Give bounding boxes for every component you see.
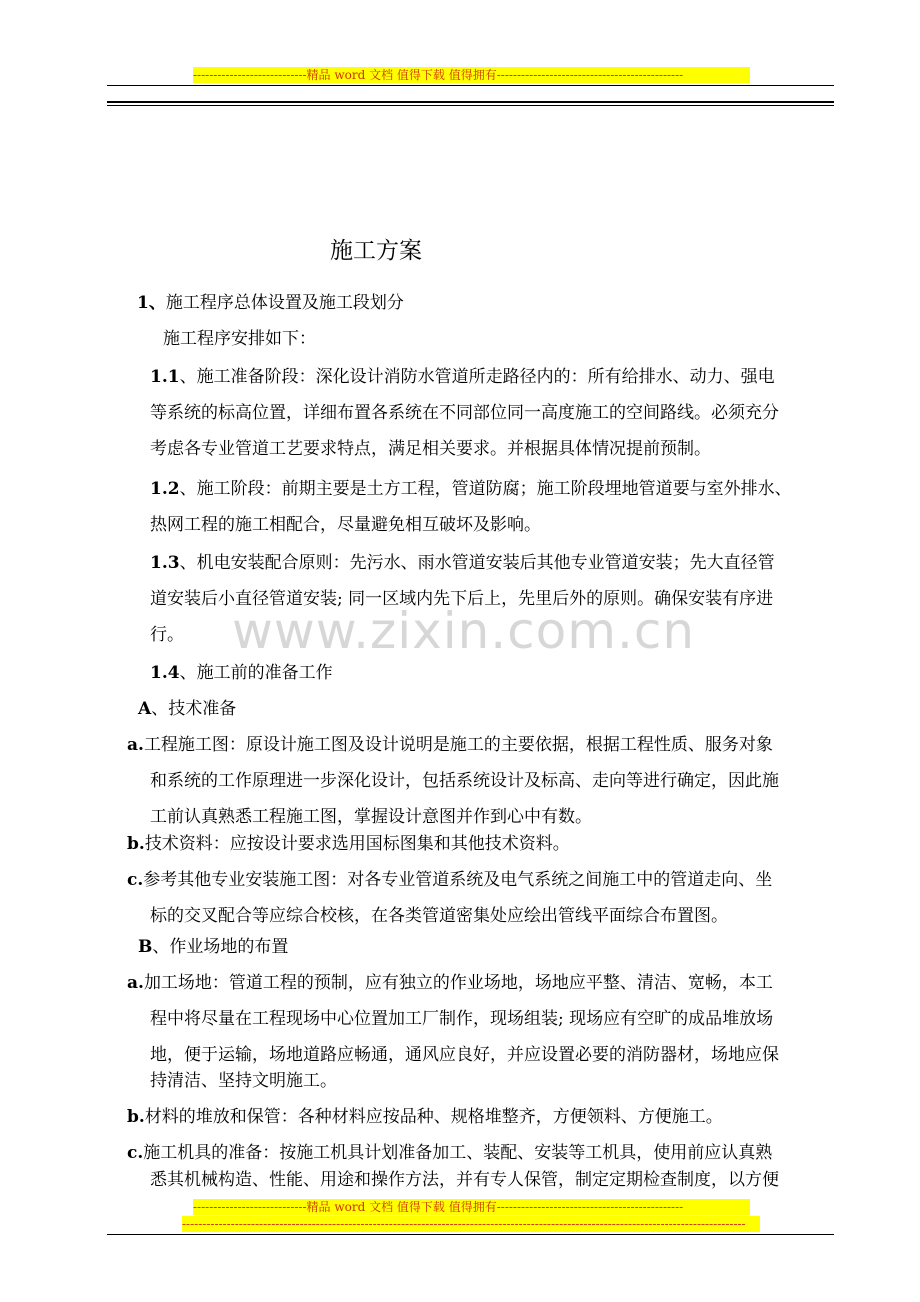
para-1-1-line-1: [150, 365, 775, 389]
document-title: 施工方案: [330, 238, 422, 264]
footer-banner-dashes: -------------------------------------------------------------------------------------------------------------------------------------------: [182, 1216, 760, 1232]
item-a-b-line-1: [127, 832, 570, 856]
item-label: a.: [127, 735, 144, 755]
item-text: 技术资料：应按设计要求选用国标图集和其他技术资料。: [144, 834, 570, 854]
item-label: c.: [127, 870, 144, 890]
item-text: 加工场地：管道工程的预制，应有独立的作业场地，场地应平整、清洁、宽畅，本工: [143, 973, 773, 993]
footer-banner: ----------------------------精品 word 文档 值得下载 值得拥有----------------------------------------------: [193, 1199, 750, 1215]
section-heading-text: 、作业场地的布置: [152, 937, 289, 957]
section-number: 1、: [137, 293, 166, 313]
item-a-c-line-2: 标的交叉配合等应综合校核，在各类管道密集处应绘出管线平面综合布置图。: [150, 906, 728, 926]
para-1-3-line-1: [150, 551, 775, 575]
item-b-a-line-4: 持清洁、坚持文明施工。: [150, 1071, 337, 1091]
header-rule-double-top: [107, 101, 834, 103]
item-text: 工程施工图：原设计施工图及设计说明是施工的主要依据，根据工程性质、服务对象: [143, 735, 773, 755]
item-label: b.: [127, 834, 145, 854]
item-b-a-line-1: [127, 971, 773, 995]
item-label: b.: [127, 1107, 145, 1127]
item-text: 材料的堆放和保管：各种材料应按品种、规格堆整齐，方便领料、方便施工。: [144, 1107, 723, 1127]
item-a-c-line-1: [127, 868, 772, 892]
item-b-a-line-3: 地，便于运输，场地道路应畅通，通风应良好，并应设置必要的消防器材，场地应保: [150, 1045, 779, 1065]
item-a-a-line-3: 工前认真熟悉工程施工图，掌握设计意图并作到心中有数。: [150, 807, 592, 827]
para-text: 、机电安装配合原则：先污水、雨水管道安装后其他专业管道安装；先大直径管: [179, 553, 775, 573]
section-heading-text: 、技术准备: [151, 699, 237, 719]
item-b-c-line-2: 悉其机械构造、性能、用途和操作方法，并有专人保管，制定定期检查制度，以方便: [150, 1170, 779, 1190]
para-1-2-line-1: [150, 477, 792, 501]
para-number: 1.4: [150, 663, 180, 683]
section-letter: B: [138, 937, 153, 957]
section-heading-text: 施工程序总体设置及施工段划分: [165, 293, 404, 313]
para-text: 、施工准备阶段：深化设计消防水管道所走路径内的：所有给排水、动力、强电: [179, 367, 775, 387]
item-b-b-line-1: [127, 1105, 723, 1129]
item-a-a-line-2: 和系统的工作原理进一步深化设计，包括系统设计及标高、走向等进行确定，因此施: [150, 771, 779, 791]
item-b-a-line-2: 程中将尽量在工程现场中心位置加工厂制作，现场组装; 现场应有空旷的成品堆放场: [150, 1009, 774, 1029]
footer-rule: [107, 1234, 834, 1235]
item-label: a.: [127, 973, 144, 993]
para-1-1-line-3: 考虑各专业管道工艺要求特点，满足相关要求。并根据具体情况提前预制。: [150, 439, 711, 459]
header-rule-double-bottom: [107, 105, 834, 106]
section-a-heading: [138, 697, 236, 721]
section-1-intro: 施工程序安排如下：: [163, 329, 316, 349]
header-banner: ----------------------------精品 word 文档 值得下载 值得拥有----------------------------------------------: [193, 67, 750, 83]
para-1-3-line-3: 行。: [150, 625, 184, 645]
para-number: 1.3: [150, 553, 180, 573]
para-number: 1.2: [150, 479, 180, 499]
para-text: 、施工阶段：前期主要是土方工程，管道防腐；施工阶段埋地管道要与室外排水、: [179, 479, 792, 499]
item-text: 施工机具的准备：按施工机具计划准备加工、装配、安装等工机具，使用前应认真熟: [143, 1143, 773, 1163]
section-1-heading: [137, 291, 404, 315]
para-number: 1.1: [150, 367, 180, 387]
para-1-3-line-2: 道安装后小直径管道安装; 同一区域内先下后上，先里后外的原则。确保安装有序进: [150, 589, 774, 609]
section-letter: A: [138, 699, 152, 719]
item-label: c.: [127, 1143, 144, 1163]
item-b-c-line-1: [127, 1141, 772, 1165]
item-a-a-line-1: [127, 733, 773, 757]
item-text: 参考其他专业安装施工图：对各专业管道系统及电气系统之间施工中的管道走向、坐: [143, 870, 773, 890]
watermark: www.zixin.com.cn: [232, 602, 696, 660]
para-1-2-line-2: 热网工程的施工相配合，尽量避免相互破坏及影响。: [150, 515, 541, 535]
para-1-1-line-2: 等系统的标高位置，详细布置各系统在不同部位同一高度施工的空间路线。必须充分: [150, 403, 779, 423]
section-b-heading: [138, 935, 288, 959]
para-1-4-line-1: [150, 661, 333, 685]
header-rule-thin: [107, 85, 834, 86]
para-text: 、施工前的准备工作: [179, 663, 333, 683]
